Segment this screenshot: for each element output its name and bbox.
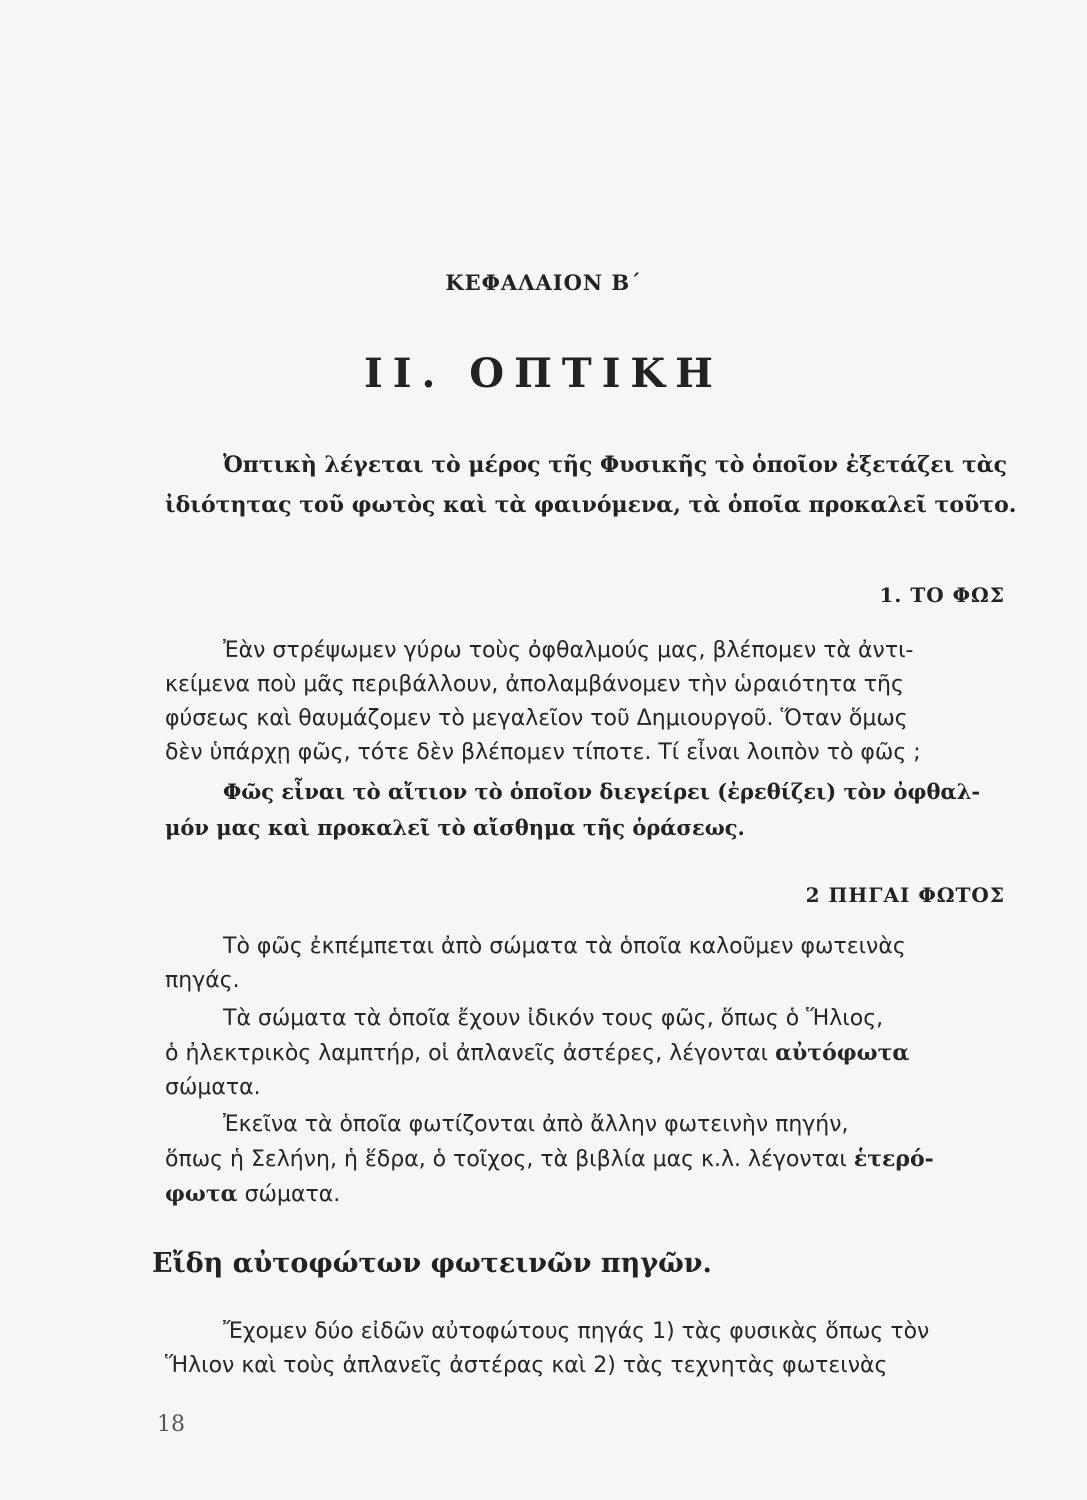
- sources-p2-line-1: Τὰ σώματα τὰ ὁποῖα ἔχουν ἰδικόν τους φῶς, ὅπως ὁ Ἥλιος,: [223, 1006, 884, 1031]
- chapter-title: II. ΟΠΤΙΚΗ: [364, 350, 723, 397]
- page-number: 18: [157, 1412, 185, 1437]
- sources-p2-line-3: σώματα.: [165, 1075, 261, 1100]
- sources-p1-line-1: Τὸ φῶς ἐκπέμπεται ἀπὸ σώματα τὰ ὁποῖα καλοῦμεν φωτεινὰς: [223, 934, 906, 959]
- sources-p2-line-2-text: ὁ ἠλεκτρικὸς λαμπτήρ, οἱ ἀπλανεῖς ἀστέρες, λέγονται: [165, 1041, 769, 1066]
- light-definition: [165, 774, 1005, 846]
- term-self-luminous: αὐτόφωτα: [775, 1040, 910, 1066]
- sources-p3-line-3-text: σώματα.: [244, 1182, 341, 1207]
- sources-p3-line-2-text: ὅπως ἡ Σελήνη, ἡ ἕδρα, ὁ τοῖχος, τὰ βιβλία μας κ.λ. λέγονται: [165, 1147, 847, 1172]
- types-paragraph: [165, 1315, 1005, 1383]
- light-line-4: δὲν ὑπάρχῃ φῶς, τότε δὲν βλέπομεν τίποτε. Τί εἶναι λοιπὸν τὸ φῶς ;: [165, 740, 921, 765]
- section-heading-sources: 2 ΠΗΓΑΙ ΦΩΤΟΣ: [805, 883, 1005, 907]
- sources-paragraph-1: [165, 930, 1005, 998]
- sources-p1-line-2: πηγάς.: [165, 968, 240, 993]
- light-line-3: φύσεως καὶ θαυμάζομεν τὸ μεγαλεῖον τοῦ Δημιουργοῦ. Ὅταν ὅμως: [165, 706, 908, 731]
- sources-paragraph-3: [165, 1108, 1005, 1212]
- sources-p3-line-3: [165, 1177, 1005, 1212]
- definition-line-1: Φῶς εἶναι τὸ αἴτιον τὸ ὁποῖον διεγείρει (ἐρεθίζει) τὸν ὀφθαλ-: [223, 779, 981, 804]
- sources-p3-line-1: Ἐκεῖνα τὰ ὁποῖα φωτίζονται ἀπὸ ἄλλην φωτεινὴν πηγήν,: [223, 1112, 849, 1137]
- light-paragraph: [165, 634, 1005, 770]
- section-heading-light: 1. ΤΟ ΦΩΣ: [879, 583, 1005, 607]
- sources-p2-line-2: [165, 1036, 1005, 1071]
- definition-line-2: μόν μας καὶ προκαλεῖ τὸ αἴσθημα τῆς ὁράσεως.: [165, 815, 745, 840]
- sources-p3-line-2: [165, 1142, 1005, 1177]
- section-heading-types: Εἴδη αὐτοφώτων φωτεινῶν πηγῶν.: [152, 1248, 712, 1279]
- term-non-luminous-start: ἑτερό-: [853, 1146, 934, 1172]
- light-line-2: κείμενα ποὺ μᾶς περιβάλλουν, ἀπολαμβάνομεν τὴν ὡραιότητα τῆς: [165, 672, 904, 697]
- intro-line-1: Ὀπτικὴ λέγεται τὸ μέρος τῆς Φυσικῆς τὸ ὁποῖον ἐξετάζει τὰς: [223, 452, 1008, 478]
- term-non-luminous-end: φωτα: [165, 1181, 238, 1207]
- intro-line-2: ἰδιότητας τοῦ φωτὸς καὶ τὰ φαινόμενα, τὰ ὁποῖα προκαλεῖ τοῦτο.: [165, 492, 1017, 518]
- types-line-2: Ἥλιον καὶ τοὺς ἀπλανεῖς ἀστέρας καὶ 2) τὰς τεχνητὰς φωτεινὰς: [165, 1353, 888, 1378]
- types-line-1: Ἔχομεν δύο εἰδῶν αὐτοφώτους πηγάς 1) τὰς φυσικὰς ὅπως τὸν: [223, 1319, 930, 1344]
- light-line-1: Ἐὰν στρέψωμεν γύρω τοὺς ὀφθαλμούς μας, βλέπομεν τὰ ἀντι-: [223, 638, 914, 663]
- chapter-label: ΚΕΦΑΛΑΙΟΝ Β΄: [445, 270, 642, 295]
- intro-definition: [165, 445, 1017, 525]
- sources-paragraph-2: [165, 1002, 1005, 1105]
